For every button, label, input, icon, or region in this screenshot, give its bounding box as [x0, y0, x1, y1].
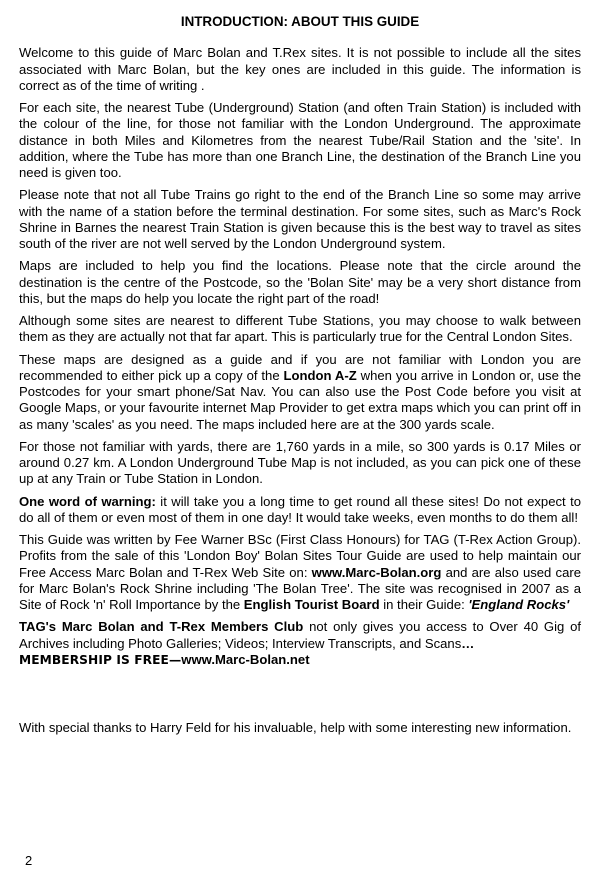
- ellipsis: …: [461, 635, 475, 651]
- document-page: [19, 14, 581, 742]
- members-club-name: TAG's Marc Bolan and T-Rex Members Club: [19, 619, 304, 635]
- text-span: in their Guide:: [379, 597, 469, 612]
- author-paragraph: [19, 532, 581, 613]
- london-a-z-emphasis: London A-Z: [283, 367, 357, 383]
- website-url: www.Marc-Bolan.org: [311, 564, 442, 580]
- membership-free-label: MEMBERSHIP IS FREE—: [19, 652, 182, 667]
- text-span: This Guide was written by Fee Warner BSc (First Class Honours) for TAG (T-Rex Action Group). Profits from the sale of this 'London Boy' Bolan Sites Tour Guide are used to help maintain our Free Access Marc Bolan and T-Rex Web Site on:: [19, 532, 581, 580]
- branch-line-paragraph: Please note that not all Tube Trains go right to the end of the Branch Line so some may arrive with the name of a station before the terminal destination. For some sites, such as Marc's Rock Shrine in Barnes the nearest Train Station is given because this is the best way to travel as sites south of the river are not well served by the London Underground system.: [19, 187, 581, 251]
- membership-line: [19, 652, 581, 668]
- text-span: and are also used care for Marc Bolan's Rock Shrine including 'The Bolan Tree'. The site was recognised in 2007 as a Site of Rock 'n' Roll Importance by the: [19, 564, 581, 612]
- text-span: These maps are designed as a guide and if you are not familiar with London you are recommended to either pick up a copy of the: [19, 351, 581, 383]
- warning-label: One word of warning:: [19, 493, 156, 509]
- members-club-paragraph: [19, 619, 581, 652]
- tourist-board-name: English Tourist Board: [243, 597, 380, 612]
- text-span: not only gives you access to Over 40 Gig of Archives including Photo Galleries; Videos; Interview Transcripts, and Scans: [19, 619, 582, 651]
- intro-paragraph: Welcome to this guide of Marc Bolan and T.Rex sites. It is not possible to include all the sites associated with Marc Bolan, but the key ones are included in this guide. The information is correct as of the time of writing .: [19, 45, 581, 93]
- warning-paragraph: [19, 494, 581, 527]
- text-span: when you arrive in London or, use the Postcodes for your smart phone/Sat Nav. You can also use the Post Code before you visit at Google Maps, or your favourite internet Map Provider to get extra maps which you can print off in as many 'scales' as you need. The maps included here are at the 300 yards scale.: [19, 367, 581, 432]
- text-span: it will take you a long time to get round all these sites! Do not expect to do all of them or even most of them in one day! It would take weeks, even months to do them all!: [19, 493, 581, 525]
- maps-paragraph: Maps are included to help you find the locations. Please note that the circle around the destination is the centre of the Postcode, so the 'Bolan Site' may be a very short distance from this, but the maps do help you locate the right part of the road!: [19, 258, 581, 306]
- page-title: INTRODUCTION: ABOUT THIS GUIDE: [180, 14, 420, 29]
- tube-station-paragraph: For each site, the nearest Tube (Underground) Station (and often Train Station) is included with the colour of the line, for those not familiar with the London Underground. The approximate distance in both Miles and Kilometres from the nearest Tube/Rail Station and the 'site'. In addition, where the Tube has more than one Branch Line, the destination of the Branch Line you need is given too.: [19, 100, 581, 180]
- page-number: 2: [25, 853, 33, 868]
- thanks-paragraph: With special thanks to Harry Feld for his invaluable, help with some interesting new information.: [19, 720, 572, 735]
- members-website-url: www.Marc-Bolan.net: [181, 651, 310, 667]
- maps-guide-paragraph: [19, 352, 581, 433]
- walking-paragraph: Although some sites are nearest to different Tube Stations, you may choose to walk between them as they are actually not that far apart. This is particularly true for the Central London Sites.: [19, 313, 581, 345]
- yards-paragraph: For those not familiar with yards, there are 1,760 yards in a mile, so 300 yards is 0.17 Miles or around 0.27 km. A London Underground Tube Map is not included, as you can pick one of these up at any Train or Tube Station in London.: [19, 438, 581, 487]
- guide-title: 'England Rocks': [468, 597, 570, 612]
